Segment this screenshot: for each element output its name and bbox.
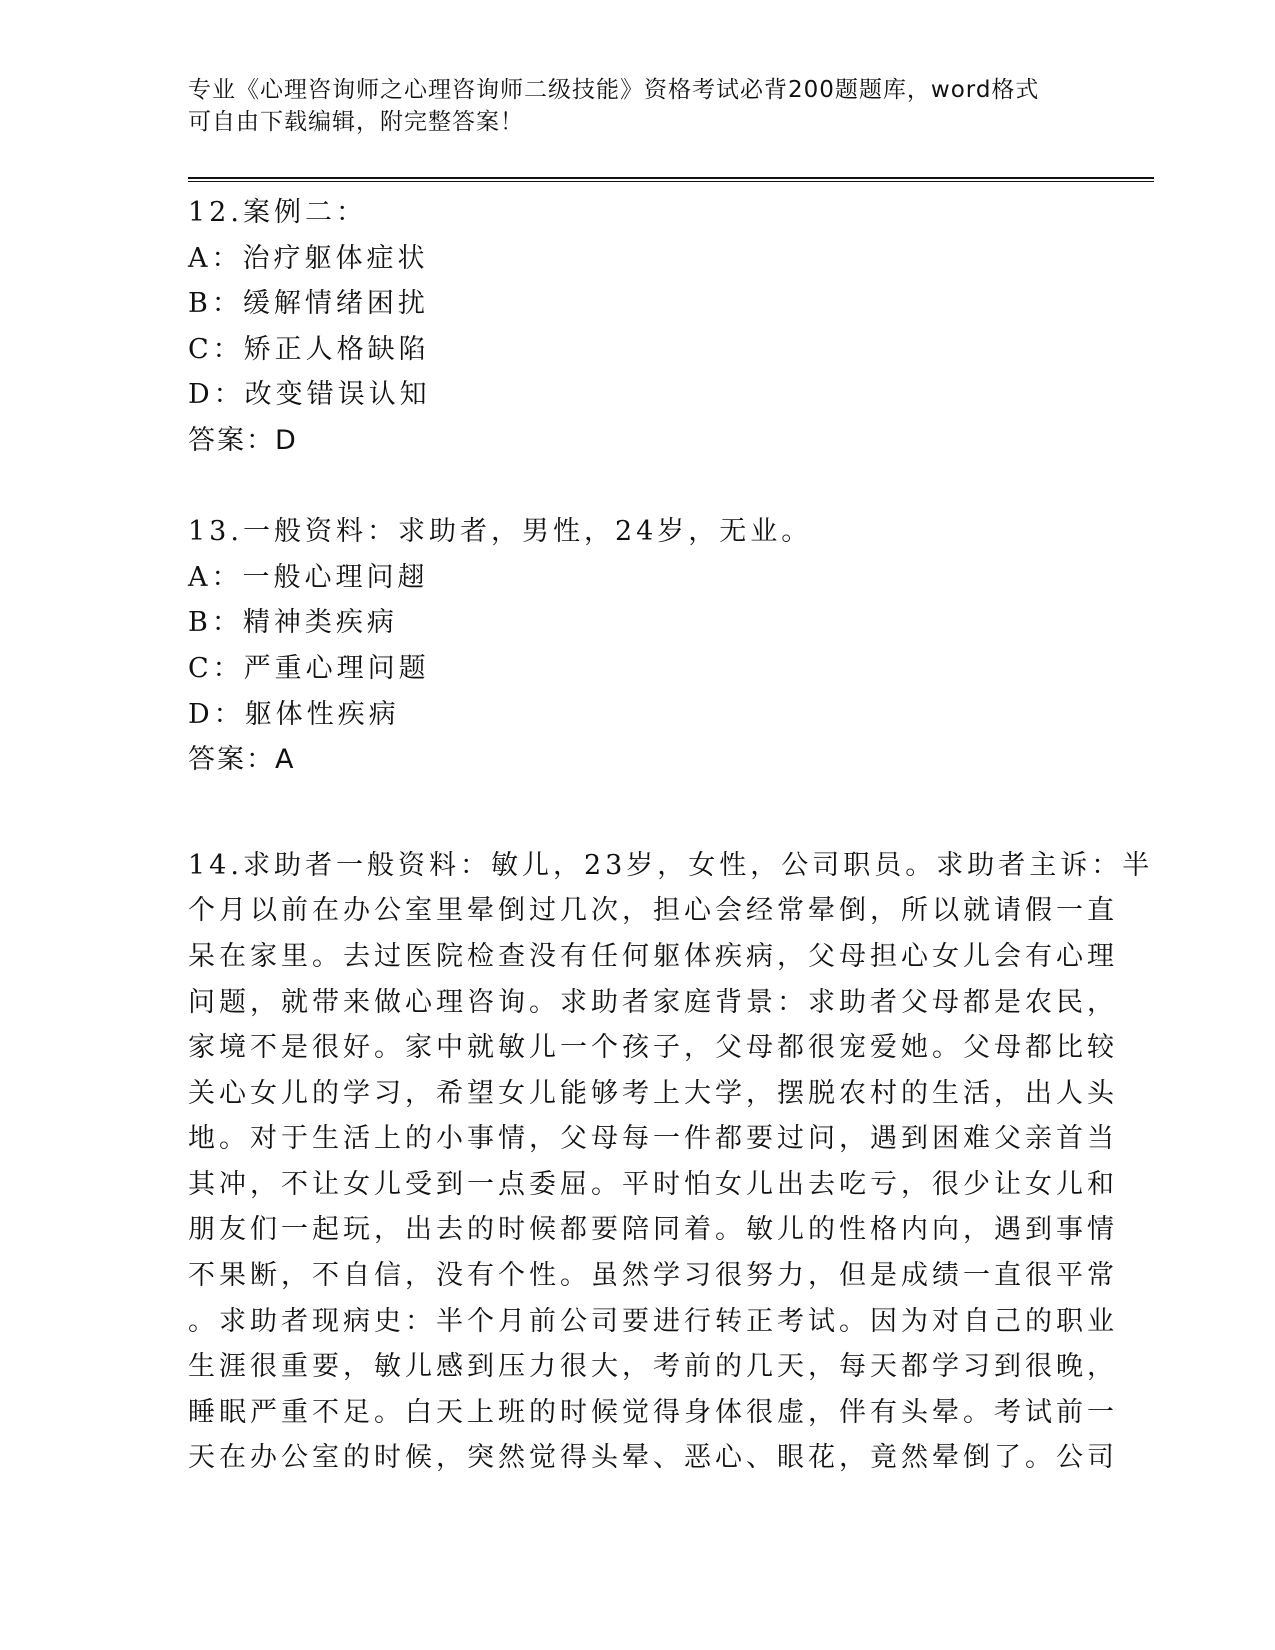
option-a: A：一般心理问趐 — [188, 561, 429, 593]
spacer — [188, 464, 1088, 510]
option-c: C：严重心理问题 — [188, 652, 430, 684]
option-b: B：精神类疾病 — [188, 607, 398, 639]
answer-label: 答案：D — [188, 424, 298, 456]
question-stem-line: 问题，就带来做心理咨询。求助者家庭背景：求助者父母都是农民， — [188, 986, 1118, 1018]
option-a: A：治疗躯体症状 — [188, 242, 429, 274]
question-stem: 12.案例二： — [188, 197, 367, 228]
question-list — [188, 190, 1154, 1481]
question-13 — [188, 509, 1088, 783]
question-stem-line: 14.求助者一般资料：敏儿，23岁，女性，公司职员。求助者主诉：半 — [188, 849, 1154, 881]
question-stem-line: 个月以前在办公室里晕倒过几次，担心会经常晕倒，所以就请假一直 — [188, 895, 1118, 927]
question-12 — [188, 190, 1088, 464]
question-stem-line: 朋友们一起玩，出去的时候都要陪同着。敏儿的性格内向，遇到事情 — [188, 1214, 1118, 1246]
question-stem-line: 生涯很重要，敏儿感到压力很大，考前的几天，每天都学习到很晚， — [188, 1351, 1118, 1383]
question-stem-line: 。求助者现病史：半个月前公司要进行转正考试。因为对自己的职业 — [188, 1305, 1118, 1337]
question-stem-line: 不果断，不自信，没有个性。虽然学习很努力，但是成绩一直很平常 — [188, 1260, 1118, 1292]
question-stem-line: 家境不是很好。家中就敏儿一个孩子，父母都很宠爱她。父母都比较 — [188, 1032, 1118, 1064]
header-divider-thick — [188, 177, 1154, 179]
question-stem-line: 呆在家里。去过医院检查没有任何躯体疾病，父母担心女儿会有心理 — [188, 940, 1118, 972]
header-title-line-2: 可自由下载编辑，附完整答案！ — [188, 109, 524, 135]
question-stem-line: 天在办公室的时候，突然觉得头晕、恶心、眼花，竟然晕倒了。公司 — [188, 1442, 1118, 1474]
question-stem-line: 睡眠严重不足。白天上班的时候觉得身体很虚，伴有头晕。考试前一 — [188, 1396, 1118, 1428]
header-title-line-1: 专业《心理咨询师之心理咨询师二级技能》资格考试必背200题题库，word格式 — [188, 77, 1040, 103]
option-d: D：改变错误认知 — [188, 379, 431, 411]
document-header — [188, 74, 1068, 138]
question-stem-line: 地。对于生活上的小事情，父母每一件都要过问，遇到困难父亲首当 — [188, 1123, 1118, 1155]
answer-label: 答案：A — [188, 744, 296, 776]
question-14 — [188, 843, 1154, 1481]
question-stem-line: 关心女儿的学习，希望女儿能够考上大学，摆脱农村的生活，出人头 — [188, 1077, 1118, 1109]
question-stem: 13.一般资料：求助者，男性，24岁，无业。 — [188, 516, 813, 548]
option-b: B：缓解情绪困扰 — [188, 288, 429, 320]
option-d: D：躯体性疾病 — [188, 698, 400, 730]
header-divider-thin — [188, 181, 1154, 182]
option-c: C：矫正人格缺陷 — [188, 333, 430, 365]
question-stem-line: 其冲，不让女儿受到一点委屈。平时怕女儿出去吃亏，很少让女儿和 — [188, 1168, 1118, 1200]
spacer — [188, 783, 1088, 843]
